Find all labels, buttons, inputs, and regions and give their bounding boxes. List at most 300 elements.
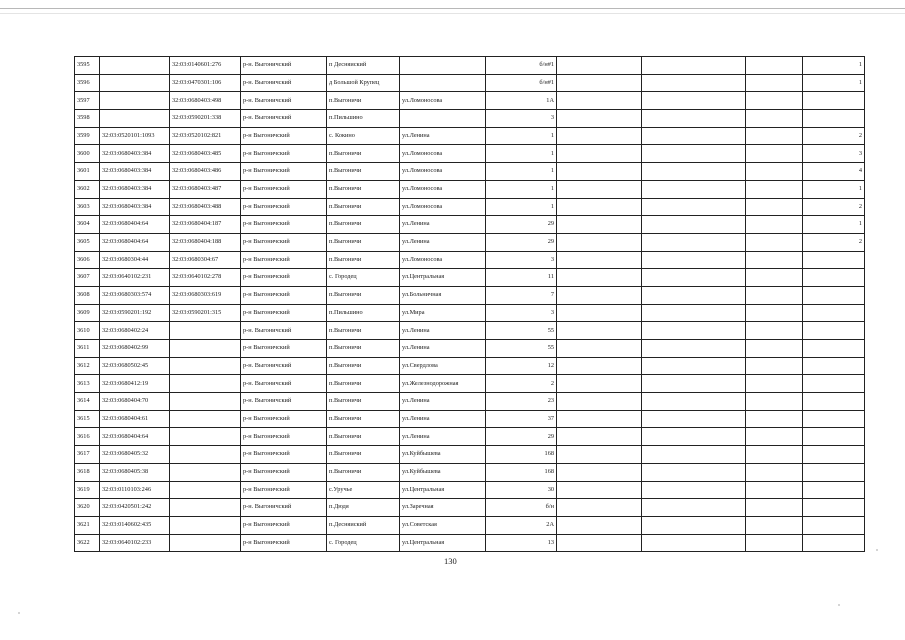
- cadastral-number: [170, 428, 241, 446]
- extra-cell: [642, 446, 746, 464]
- cadastral-number: 32:03:0640102:278: [170, 269, 241, 287]
- flat-cell: [557, 269, 642, 287]
- page-number: 130: [444, 556, 457, 566]
- house-number: б/н: [486, 499, 557, 517]
- house-number: б/н#1: [486, 74, 557, 92]
- house-number: б/н#1: [486, 57, 557, 75]
- row-number: 3616: [75, 428, 100, 446]
- count-cell: [803, 410, 865, 428]
- row-number: 3596: [75, 74, 100, 92]
- registry-sheet: [74, 56, 864, 552]
- district: р-н Выгоничский: [241, 269, 327, 287]
- count-cell: [803, 340, 865, 358]
- extra-cell-2: [746, 145, 803, 163]
- row-number: 3615: [75, 410, 100, 428]
- extra-cell: [642, 340, 746, 358]
- district: р-н. Выгоничский: [241, 499, 327, 517]
- row-number: 3611: [75, 340, 100, 358]
- row-number: 3621: [75, 516, 100, 534]
- extra-cell-2: [746, 216, 803, 234]
- cadastral-number: [170, 357, 241, 375]
- table-row: [75, 127, 865, 145]
- count-cell: 1: [803, 57, 865, 75]
- row-number: 3606: [75, 251, 100, 269]
- row-number: 3618: [75, 463, 100, 481]
- old-cadastral-number: 32:03:0680404:64: [100, 233, 170, 251]
- extra-cell-2: [746, 286, 803, 304]
- row-number: 3595: [75, 57, 100, 75]
- house-number: 168: [486, 463, 557, 481]
- flat-cell: [557, 322, 642, 340]
- house-number: 1: [486, 163, 557, 181]
- street: ул.Мира: [400, 304, 486, 322]
- page-top-rule: [0, 8, 905, 9]
- extra-cell: [642, 233, 746, 251]
- extra-cell-2: [746, 163, 803, 181]
- street: ул.Центральная: [400, 269, 486, 287]
- count-cell: 1: [803, 74, 865, 92]
- district: р-н Выгоничский: [241, 127, 327, 145]
- district: р-н Выгоничский: [241, 145, 327, 163]
- extra-cell: [642, 463, 746, 481]
- row-number: 3609: [75, 304, 100, 322]
- street: [400, 110, 486, 128]
- street: ул.Ленина: [400, 410, 486, 428]
- extra-cell-2: [746, 198, 803, 216]
- table-row: [75, 322, 865, 340]
- settlement: п.Выгоничи: [327, 198, 400, 216]
- table-row: [75, 481, 865, 499]
- district: р-н. Выгоничский: [241, 110, 327, 128]
- flat-cell: [557, 304, 642, 322]
- old-cadastral-number: 32:03:0680303:574: [100, 286, 170, 304]
- old-cadastral-number: 32:03:0680304:44: [100, 251, 170, 269]
- extra-cell-2: [746, 357, 803, 375]
- cadastral-number: 32:03:0680304:67: [170, 251, 241, 269]
- district: р-н Выгоничский: [241, 251, 327, 269]
- flat-cell: [557, 393, 642, 411]
- house-number: 23: [486, 393, 557, 411]
- flat-cell: [557, 198, 642, 216]
- extra-cell: [642, 375, 746, 393]
- old-cadastral-number: 32:03:0680502:45: [100, 357, 170, 375]
- count-cell: [803, 357, 865, 375]
- table-row: [75, 145, 865, 163]
- district: р-н Выгоничский: [241, 304, 327, 322]
- old-cadastral-number: 32:03:0680405:32: [100, 446, 170, 464]
- row-number: 3605: [75, 233, 100, 251]
- extra-cell: [642, 110, 746, 128]
- table-row: [75, 269, 865, 287]
- settlement: п.Пильшино: [327, 304, 400, 322]
- flat-cell: [557, 428, 642, 446]
- cadastral-number: [170, 481, 241, 499]
- cadastral-number: 32:03:0140601:276: [170, 57, 241, 75]
- street: ул.Ленина: [400, 127, 486, 145]
- cadastral-number: 32:03:0520102:821: [170, 127, 241, 145]
- old-cadastral-number: [100, 110, 170, 128]
- settlement: п.Выгоничи: [327, 322, 400, 340]
- table-row: [75, 233, 865, 251]
- house-number: 29: [486, 216, 557, 234]
- street: ул.Ломоносова: [400, 92, 486, 110]
- settlement: д Большой Крупец: [327, 74, 400, 92]
- district: р-н Выгоничский: [241, 463, 327, 481]
- row-number: 3617: [75, 446, 100, 464]
- extra-cell: [642, 92, 746, 110]
- extra-cell: [642, 251, 746, 269]
- extra-cell: [642, 180, 746, 198]
- district: р-н Выгоничский: [241, 163, 327, 181]
- cadastral-number: [170, 375, 241, 393]
- house-number: 3: [486, 304, 557, 322]
- district: р-н Выгоничский: [241, 340, 327, 358]
- house-number: 7: [486, 286, 557, 304]
- count-cell: [803, 304, 865, 322]
- street: ул.Ломоносова: [400, 145, 486, 163]
- house-number: 13: [486, 534, 557, 552]
- count-cell: 1: [803, 180, 865, 198]
- table-row: [75, 110, 865, 128]
- extra-cell: [642, 428, 746, 446]
- flat-cell: [557, 516, 642, 534]
- extra-cell-2: [746, 269, 803, 287]
- table-row: [75, 516, 865, 534]
- district: р-н Выгоничский: [241, 428, 327, 446]
- cadastral-number: 32:03:0590201:315: [170, 304, 241, 322]
- cadastral-number: 32:03:0680403:486: [170, 163, 241, 181]
- extra-cell: [642, 198, 746, 216]
- row-number: 3600: [75, 145, 100, 163]
- street: ул.Ленина: [400, 393, 486, 411]
- cadastral-number: [170, 516, 241, 534]
- extra-cell-2: [746, 499, 803, 517]
- cadastral-number: [170, 499, 241, 517]
- row-number: 3597: [75, 92, 100, 110]
- cadastral-number: [170, 446, 241, 464]
- district: р-н Выгоничский: [241, 410, 327, 428]
- count-cell: [803, 393, 865, 411]
- extra-cell-2: [746, 516, 803, 534]
- old-cadastral-number: [100, 57, 170, 75]
- table-row: [75, 446, 865, 464]
- house-number: 3: [486, 251, 557, 269]
- table-row: [75, 428, 865, 446]
- old-cadastral-number: 32:03:0640102:231: [100, 269, 170, 287]
- row-number: 3619: [75, 481, 100, 499]
- street: ул.Центральная: [400, 534, 486, 552]
- settlement: п.Выгоничи: [327, 428, 400, 446]
- house-number: 1: [486, 180, 557, 198]
- street: [400, 74, 486, 92]
- row-number: 3601: [75, 163, 100, 181]
- extra-cell-2: [746, 534, 803, 552]
- extra-cell: [642, 534, 746, 552]
- district: р-н. Выгоничский: [241, 74, 327, 92]
- street: ул.Советская: [400, 516, 486, 534]
- extra-cell-2: [746, 251, 803, 269]
- count-cell: [803, 92, 865, 110]
- street: ул.Больничная: [400, 286, 486, 304]
- house-number: 29: [486, 428, 557, 446]
- house-number: 1: [486, 127, 557, 145]
- count-cell: 4: [803, 163, 865, 181]
- extra-cell-2: [746, 481, 803, 499]
- settlement: п.Выгоничи: [327, 233, 400, 251]
- flat-cell: [557, 463, 642, 481]
- old-cadastral-number: [100, 74, 170, 92]
- cadastral-number: [170, 463, 241, 481]
- settlement: п.Выгоничи: [327, 180, 400, 198]
- street: ул.Центральная: [400, 481, 486, 499]
- old-cadastral-number: 32:03:0680412:19: [100, 375, 170, 393]
- house-number: 168: [486, 446, 557, 464]
- old-cadastral-number: 32:03:0110103:246: [100, 481, 170, 499]
- count-cell: [803, 446, 865, 464]
- house-number: 11: [486, 269, 557, 287]
- table-row: [75, 198, 865, 216]
- extra-cell-2: [746, 127, 803, 145]
- flat-cell: [557, 499, 642, 517]
- district: р-н. Выгоничский: [241, 375, 327, 393]
- registry-rows: [75, 57, 865, 552]
- house-number: 2А: [486, 516, 557, 534]
- cadastral-number: 32:03:0680403:498: [170, 92, 241, 110]
- street: ул.Ленина: [400, 233, 486, 251]
- row-number: 3602: [75, 180, 100, 198]
- cadastral-number: 32:03:0680403:485: [170, 145, 241, 163]
- district: р-н Выгоничский: [241, 198, 327, 216]
- old-cadastral-number: 32:03:0680404:64: [100, 428, 170, 446]
- house-number: 1: [486, 198, 557, 216]
- settlement: п.Выгоничи: [327, 340, 400, 358]
- count-cell: [803, 516, 865, 534]
- row-number: 3612: [75, 357, 100, 375]
- registry-table: [74, 56, 865, 552]
- table-row: [75, 304, 865, 322]
- district: р-н. Выгоничский: [241, 322, 327, 340]
- flat-cell: [557, 534, 642, 552]
- old-cadastral-number: 32:03:0640102:233: [100, 534, 170, 552]
- settlement: с. Кокино: [327, 127, 400, 145]
- row-number: 3607: [75, 269, 100, 287]
- flat-cell: [557, 286, 642, 304]
- count-cell: 3: [803, 145, 865, 163]
- settlement: п.Выгоничи: [327, 216, 400, 234]
- old-cadastral-number: 32:03:0520101:1093: [100, 127, 170, 145]
- count-cell: [803, 286, 865, 304]
- row-number: 3610: [75, 322, 100, 340]
- flat-cell: [557, 251, 642, 269]
- cadastral-number: [170, 393, 241, 411]
- extra-cell: [642, 57, 746, 75]
- count-cell: [803, 251, 865, 269]
- district: р-н Выгоничский: [241, 180, 327, 198]
- row-number: 3608: [75, 286, 100, 304]
- old-cadastral-number: 32:03:0680405:38: [100, 463, 170, 481]
- extra-cell-2: [746, 393, 803, 411]
- flat-cell: [557, 216, 642, 234]
- row-number: 3598: [75, 110, 100, 128]
- flat-cell: [557, 180, 642, 198]
- district: р-н Выгоничский: [241, 481, 327, 499]
- settlement: п.Выгоничи: [327, 393, 400, 411]
- cadastral-number: 32:03:0680404:187: [170, 216, 241, 234]
- settlement: с. Городец: [327, 534, 400, 552]
- settlement: п.Выгоничи: [327, 92, 400, 110]
- extra-cell: [642, 410, 746, 428]
- old-cadastral-number: 32:03:0420501:242: [100, 499, 170, 517]
- extra-cell: [642, 286, 746, 304]
- table-row: [75, 163, 865, 181]
- street: ул.Ленина: [400, 428, 486, 446]
- district: р-н Выгоничский: [241, 216, 327, 234]
- extra-cell-2: [746, 322, 803, 340]
- settlement: п Десняиский: [327, 57, 400, 75]
- table-row: [75, 393, 865, 411]
- old-cadastral-number: 32:03:0680402:99: [100, 340, 170, 358]
- flat-cell: [557, 57, 642, 75]
- settlement: п.Выгоничи: [327, 446, 400, 464]
- street: [400, 57, 486, 75]
- settlement: п.Дюдя: [327, 499, 400, 517]
- count-cell: [803, 322, 865, 340]
- table-row: [75, 286, 865, 304]
- extra-cell-2: [746, 446, 803, 464]
- extra-cell-2: [746, 463, 803, 481]
- extra-cell-2: [746, 74, 803, 92]
- flat-cell: [557, 92, 642, 110]
- cadastral-number: 32:03:0680303:619: [170, 286, 241, 304]
- settlement: п.Пильшино: [327, 110, 400, 128]
- flat-cell: [557, 145, 642, 163]
- old-cadastral-number: 32:03:0680403:384: [100, 198, 170, 216]
- scan-speck: [18, 612, 20, 614]
- extra-cell-2: [746, 180, 803, 198]
- district: р-н Выгоничский: [241, 516, 327, 534]
- table-row: [75, 499, 865, 517]
- old-cadastral-number: 32:03:0680404:64: [100, 216, 170, 234]
- settlement: п.Выгоничи: [327, 357, 400, 375]
- settlement: п.Десняиский: [327, 516, 400, 534]
- district: р-н Выгоничский: [241, 286, 327, 304]
- table-row: [75, 180, 865, 198]
- count-cell: 2: [803, 233, 865, 251]
- house-number: 55: [486, 340, 557, 358]
- district: р-н. Выгоничский: [241, 393, 327, 411]
- extra-cell: [642, 74, 746, 92]
- settlement: п.Выгоничи: [327, 375, 400, 393]
- scan-speck: [838, 604, 840, 606]
- street: ул.Ломоносова: [400, 163, 486, 181]
- flat-cell: [557, 127, 642, 145]
- settlement: п.Выгоничи: [327, 145, 400, 163]
- count-cell: [803, 534, 865, 552]
- extra-cell: [642, 516, 746, 534]
- cadastral-number: 32:03:0470301:106: [170, 74, 241, 92]
- street: ул.Ленина: [400, 216, 486, 234]
- extra-cell-2: [746, 233, 803, 251]
- count-cell: [803, 110, 865, 128]
- cadastral-number: 32:03:0680403:487: [170, 180, 241, 198]
- house-number: 1А: [486, 92, 557, 110]
- extra-cell: [642, 481, 746, 499]
- row-number: 3604: [75, 216, 100, 234]
- flat-cell: [557, 481, 642, 499]
- row-number: 3599: [75, 127, 100, 145]
- house-number: 30: [486, 481, 557, 499]
- flat-cell: [557, 410, 642, 428]
- extra-cell-2: [746, 410, 803, 428]
- street: ул.Заречная: [400, 499, 486, 517]
- cadastral-number: [170, 410, 241, 428]
- table-row: [75, 216, 865, 234]
- count-cell: [803, 463, 865, 481]
- count-cell: [803, 269, 865, 287]
- street: ул.Железнодорожная: [400, 375, 486, 393]
- flat-cell: [557, 340, 642, 358]
- extra-cell: [642, 304, 746, 322]
- extra-cell: [642, 357, 746, 375]
- count-cell: [803, 428, 865, 446]
- table-row: [75, 410, 865, 428]
- extra-cell-2: [746, 304, 803, 322]
- table-row: [75, 375, 865, 393]
- cadastral-number: [170, 322, 241, 340]
- table-row: [75, 534, 865, 552]
- settlement: п.Выгоничи: [327, 163, 400, 181]
- street: ул.Куйбышева: [400, 446, 486, 464]
- old-cadastral-number: 32:03:0680404:61: [100, 410, 170, 428]
- district: р-н Выгоничский: [241, 534, 327, 552]
- old-cadastral-number: 32:03:0590201:192: [100, 304, 170, 322]
- table-row: [75, 357, 865, 375]
- count-cell: [803, 481, 865, 499]
- extra-cell-2: [746, 340, 803, 358]
- flat-cell: [557, 163, 642, 181]
- district: р-н. Выгоничский: [241, 357, 327, 375]
- house-number: 55: [486, 322, 557, 340]
- count-cell: 1: [803, 216, 865, 234]
- old-cadastral-number: 32:03:0680404:70: [100, 393, 170, 411]
- flat-cell: [557, 375, 642, 393]
- house-number: 37: [486, 410, 557, 428]
- district: р-н. Выгоничский: [241, 57, 327, 75]
- extra-cell: [642, 393, 746, 411]
- house-number: 2: [486, 375, 557, 393]
- settlement: с. Городец: [327, 269, 400, 287]
- scan-speck: [876, 549, 878, 551]
- table-row: [75, 251, 865, 269]
- street: ул.Ломоносова: [400, 198, 486, 216]
- extra-cell-2: [746, 57, 803, 75]
- house-number: 29: [486, 233, 557, 251]
- row-number: 3622: [75, 534, 100, 552]
- table-row: [75, 92, 865, 110]
- street: ул.Ломоносова: [400, 251, 486, 269]
- cadastral-number: 32:03:0680403:488: [170, 198, 241, 216]
- cadastral-number: 32:03:0590201:338: [170, 110, 241, 128]
- row-number: 3614: [75, 393, 100, 411]
- street: ул.Ленина: [400, 322, 486, 340]
- count-cell: [803, 499, 865, 517]
- extra-cell: [642, 322, 746, 340]
- table-row: [75, 340, 865, 358]
- old-cadastral-number: [100, 92, 170, 110]
- page-top-rule-faint: [0, 13, 905, 14]
- settlement: п.Выгоничи: [327, 463, 400, 481]
- table-row: [75, 463, 865, 481]
